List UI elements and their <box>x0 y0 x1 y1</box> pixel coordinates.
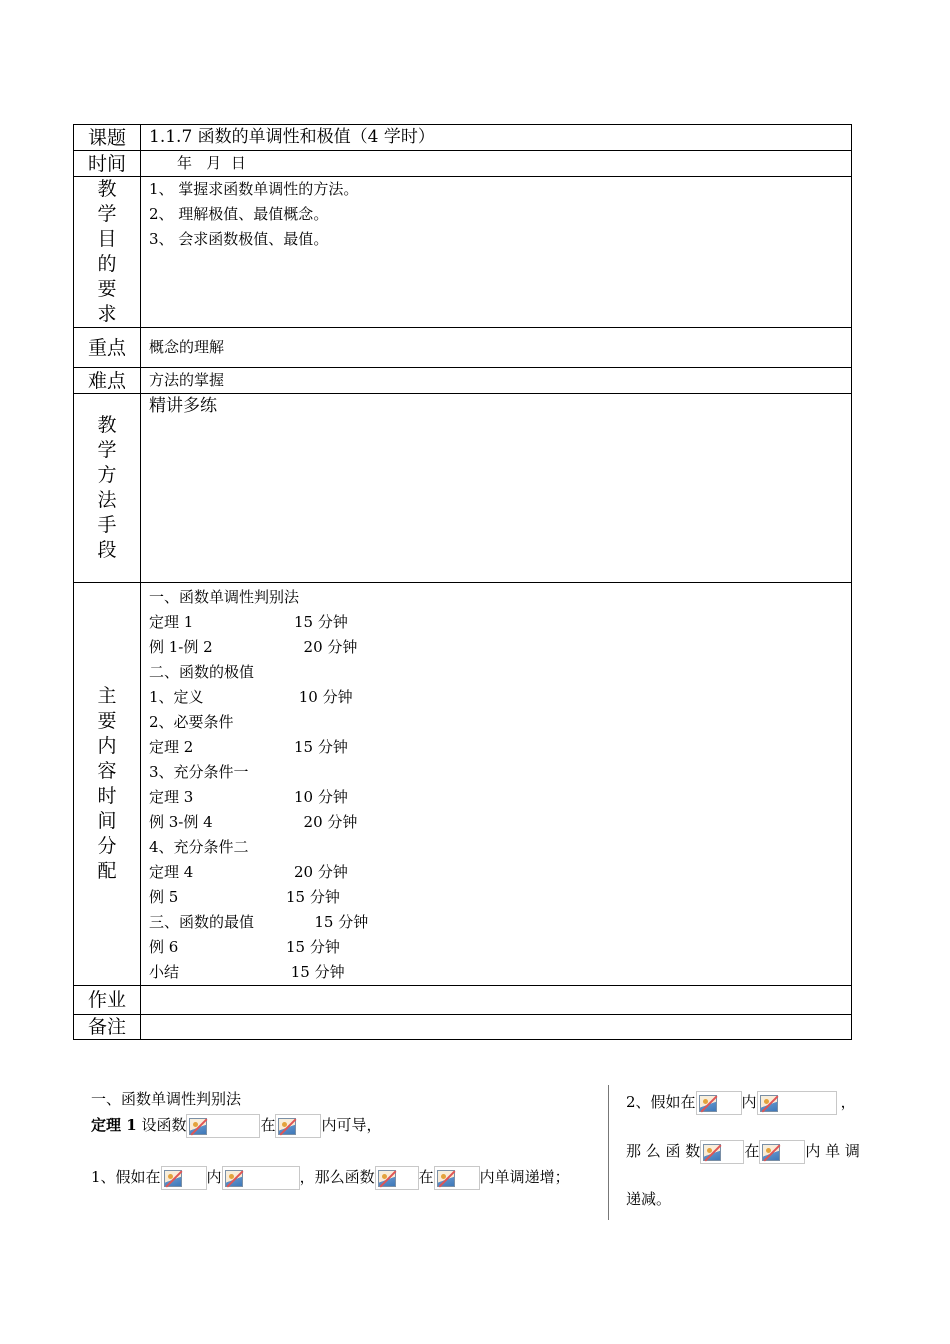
content-line: 2、必要条件 <box>149 713 234 731</box>
content-line: 例 5 15 分钟 <box>149 888 340 906</box>
broken-image-icon <box>757 1091 837 1115</box>
theorem-line: 定理 1 设函数 在 内可导， <box>91 1114 382 1138</box>
row-key <box>74 328 852 368</box>
content-line: 例 6 15 分钟 <box>149 938 340 956</box>
key-label: 重点 <box>74 328 141 368</box>
topic-value: 1.1.7 函数的单调性和极值（4 学时） <box>141 125 852 151</box>
broken-image-icon <box>186 1114 260 1138</box>
section-title: 一、函数单调性判别法 <box>91 1090 242 1108</box>
content-line: 定理 1 15 分钟 <box>149 613 348 631</box>
row-difficulty <box>74 368 852 394</box>
broken-image-icon <box>700 1140 744 1164</box>
case1-line: 1、假如在 内 ，那么函数 在 内单调递增； <box>91 1166 570 1190</box>
content-line: 定理 4 20 分钟 <box>149 863 348 881</box>
row-goals <box>74 177 852 328</box>
difficulty-value: 方法的掌握 <box>141 368 852 394</box>
broken-image-icon <box>275 1114 321 1138</box>
content-label: 主要内容时间分配 <box>97 685 117 882</box>
theorem-label: 定理 1 <box>91 1116 137 1134</box>
content-line: 4、充分条件二 <box>149 838 249 856</box>
content-line: 1、定义 10 分钟 <box>149 688 353 706</box>
homework-value <box>141 986 852 1015</box>
goal-item: 1、 掌握求函数单调性的方法。 <box>149 180 359 198</box>
difficulty-label: 难点 <box>74 368 141 394</box>
content-line: 二、函数的极值 <box>149 663 255 681</box>
goals-label: 教学目的要求 <box>97 178 117 325</box>
row-topic <box>74 125 852 151</box>
broken-image-icon <box>375 1166 419 1190</box>
broken-image-icon <box>434 1166 480 1190</box>
column-divider <box>608 1085 609 1220</box>
content-line: 定理 2 15 分钟 <box>149 738 348 756</box>
content-line: 定理 3 10 分钟 <box>149 788 348 806</box>
time-label: 时间 <box>74 151 141 177</box>
content-line: 一、函数单调性判别法 <box>149 588 300 606</box>
goal-item: 2、 理解极值、最值概念。 <box>149 205 329 223</box>
row-time <box>74 151 852 177</box>
content-line: 3、充分条件一 <box>149 763 249 781</box>
row-content <box>74 583 852 986</box>
row-method <box>74 394 852 583</box>
row-remarks <box>74 1015 852 1040</box>
method-value: 精讲多练 <box>141 394 852 583</box>
broken-image-icon <box>696 1091 742 1115</box>
key-value: 概念的理解 <box>141 328 852 368</box>
broken-image-icon <box>161 1166 207 1190</box>
broken-image-icon <box>222 1166 300 1190</box>
remarks-value <box>141 1015 852 1040</box>
row-homework <box>74 986 852 1015</box>
content-line: 例 3-例 4 20 分钟 <box>149 813 358 831</box>
remarks-label: 备注 <box>74 1015 141 1040</box>
case2-line1: 2、假如在 内 ， <box>626 1091 856 1115</box>
case2-line2: 那 么 函 数 在 内 单 调 <box>626 1140 860 1164</box>
method-label: 教学方法手段 <box>97 414 117 561</box>
content-lines <box>141 583 852 986</box>
goal-item: 3、 会求函数极值、最值。 <box>149 230 329 248</box>
content-line: 小结 15 分钟 <box>149 963 345 981</box>
lesson-plan-table <box>73 124 852 1040</box>
goals-list <box>141 177 852 328</box>
time-value: 年 月 日 <box>177 154 246 172</box>
content-line: 例 1-例 2 20 分钟 <box>149 638 358 656</box>
broken-image-icon <box>759 1140 805 1164</box>
case2-line3: 递减。 <box>626 1190 672 1208</box>
topic-label: 课题 <box>74 125 141 151</box>
homework-label: 作业 <box>74 986 141 1015</box>
content-line: 三、函数的最值 15 分钟 <box>149 913 369 931</box>
